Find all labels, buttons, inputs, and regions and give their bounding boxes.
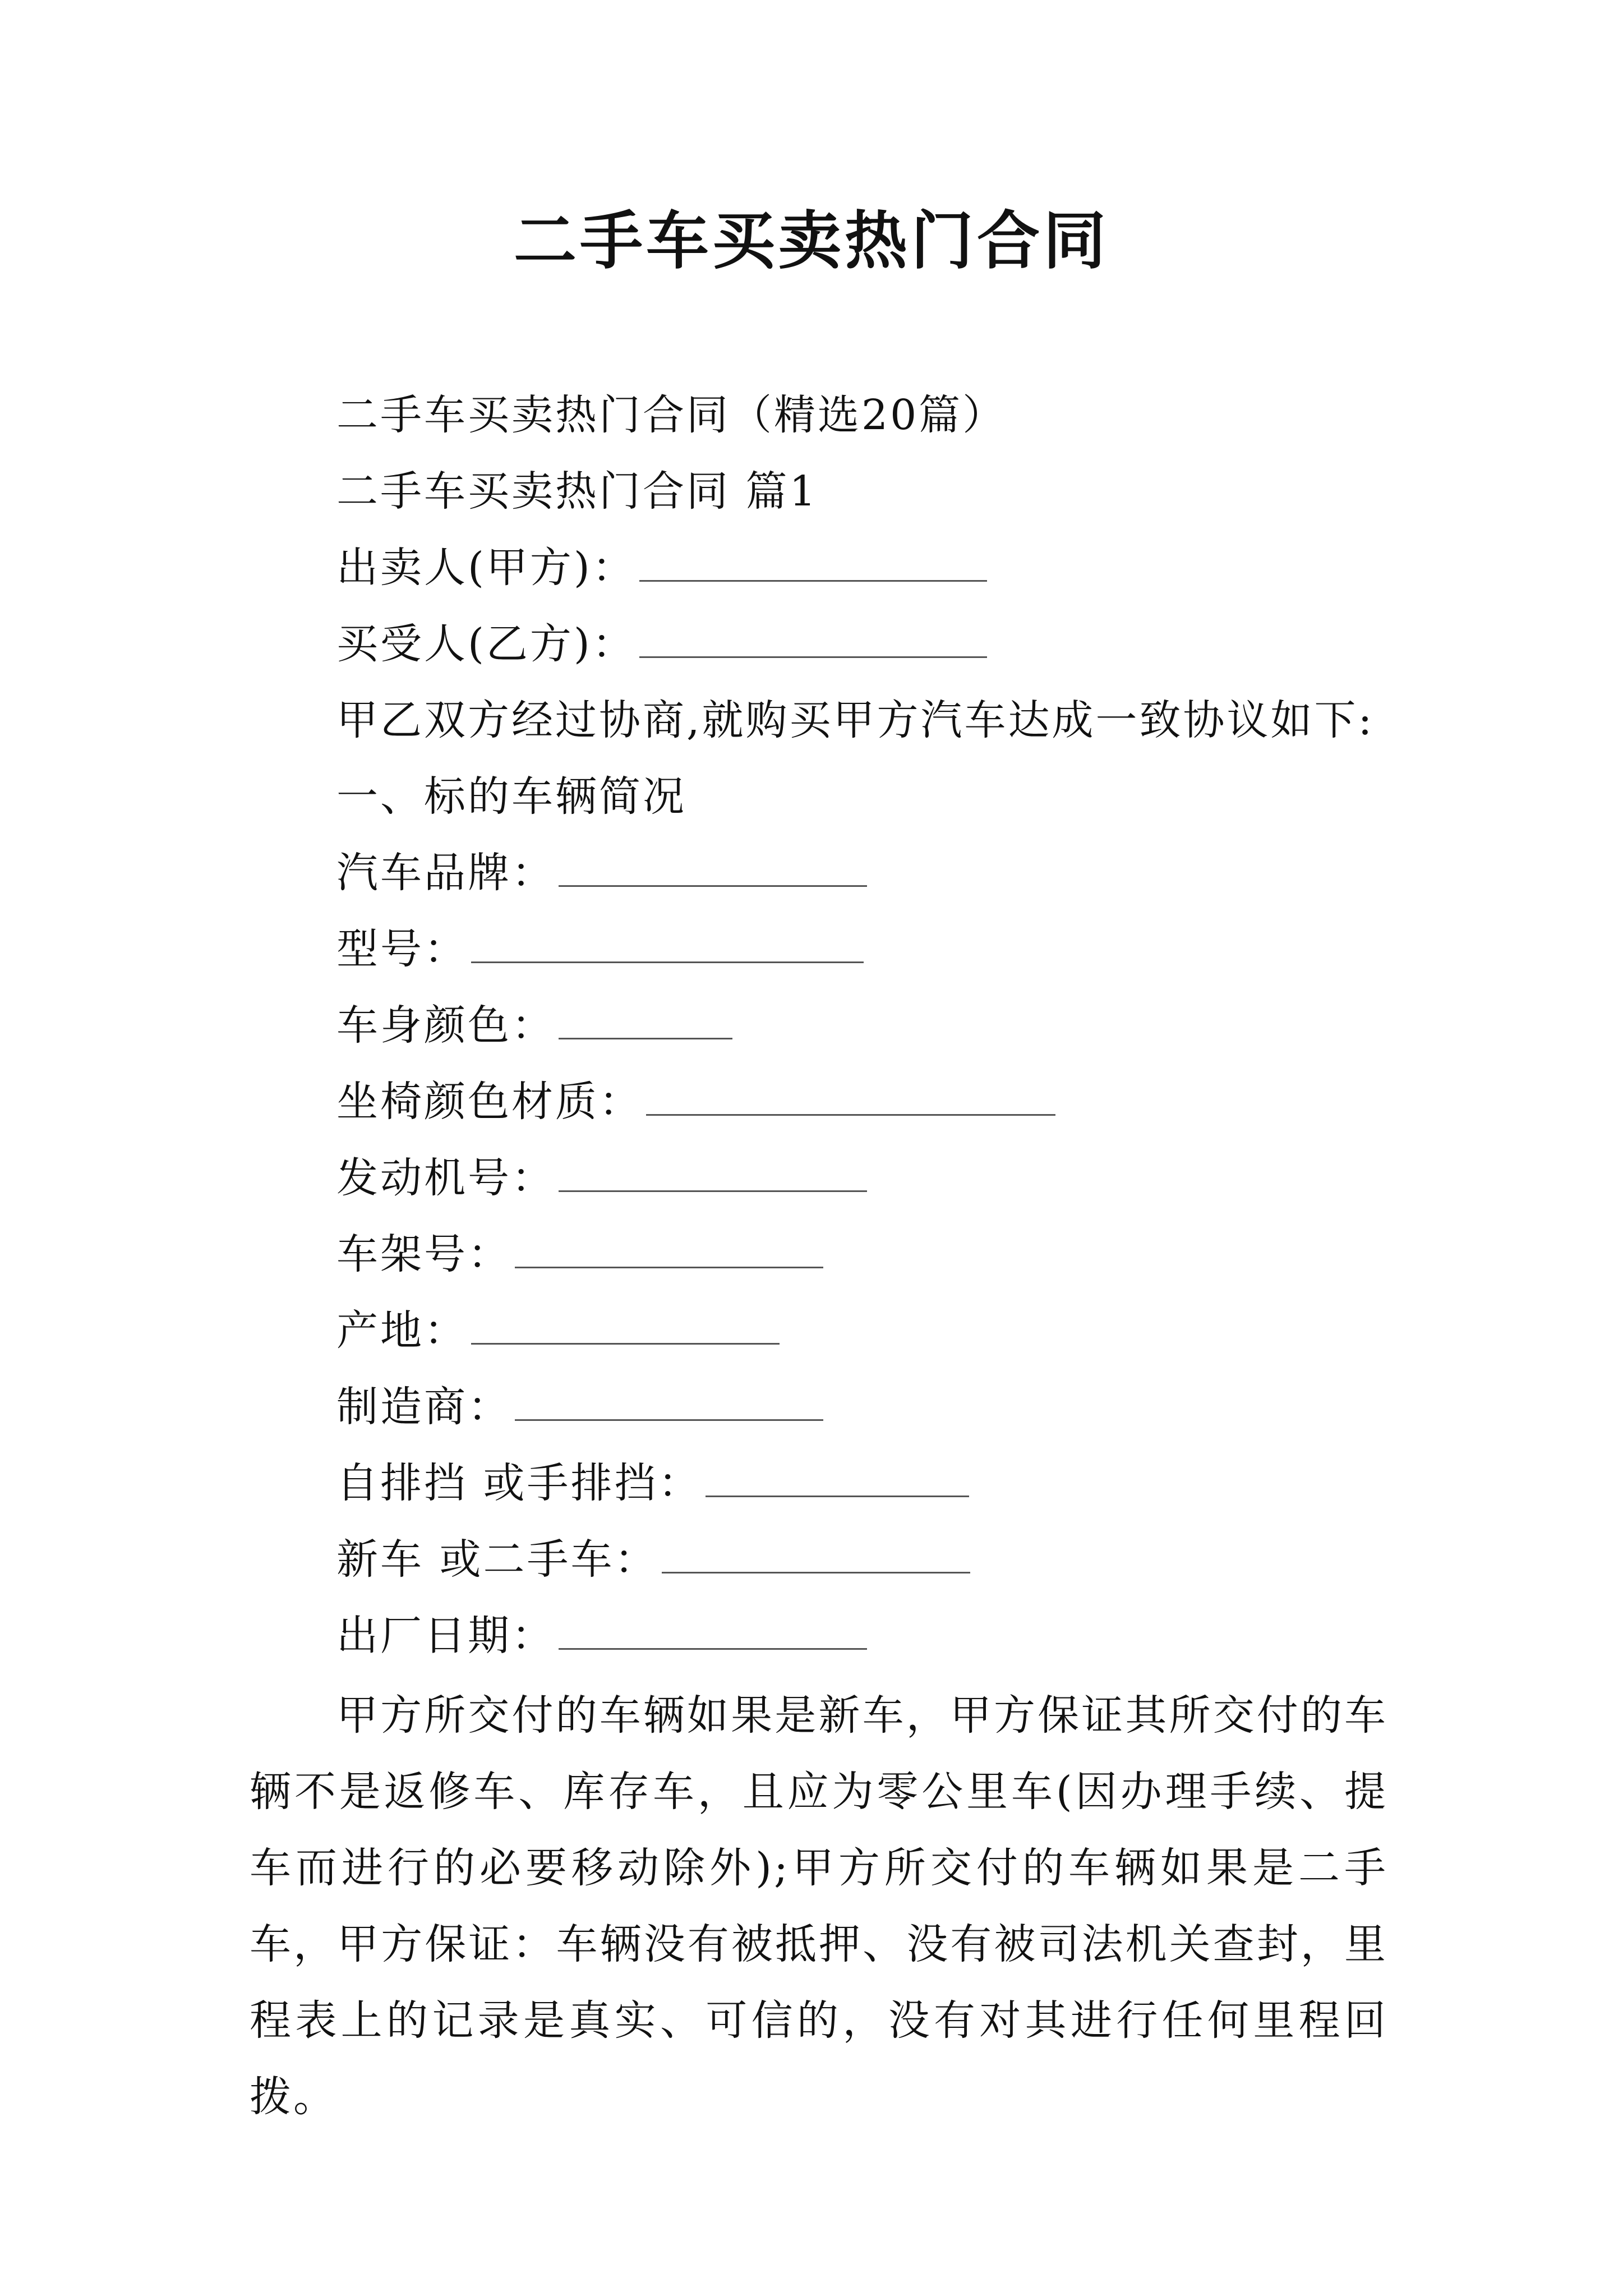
field-seat-blank[interactable] — [646, 1080, 1055, 1116]
field-frame-no — [336, 1226, 823, 1282]
document-subtitle: 二手车买卖热门合同（精选20篇） — [336, 391, 1007, 439]
seller-label: 出卖人(甲方)： — [336, 544, 636, 592]
field-condition — [336, 1531, 970, 1588]
section-heading: 二手车买卖热门合同 篇1 — [336, 467, 818, 516]
field-condition-blank[interactable] — [662, 1538, 970, 1573]
warranty-paragraph: 甲方所交付的车辆如果是新车，甲方保证其所交付的车辆不是返修车、库存车，且应为零公里车(因办理手续、提车而进行的必要移动除外);甲方所交付的车辆如果是二手车，甲方保证：车辆没有被抵押、没有被司法机关查封，里程表上的记录是真实、可信的，没有对其进行任何里程回拨。 — [250, 1691, 1388, 2121]
field-model-label: 型号： — [336, 925, 468, 973]
field-model-blank[interactable] — [471, 928, 864, 963]
seller-line — [336, 540, 987, 596]
field-condition-label: 新车 或二手车： — [336, 1535, 658, 1584]
field-engine-no-blank[interactable] — [559, 1157, 867, 1192]
field-frame-no-blank[interactable] — [515, 1233, 823, 1268]
buyer-blank[interactable] — [639, 623, 987, 658]
field-transmission-blank[interactable] — [706, 1462, 969, 1497]
field-seat-label: 坐椅颜色材质： — [336, 1078, 643, 1126]
field-body-color-label: 车身颜色： — [336, 1001, 555, 1050]
field-origin — [336, 1303, 780, 1359]
field-transmission — [336, 1455, 969, 1511]
field-transmission-label: 自排挡 或手排挡： — [336, 1459, 702, 1507]
clause-1-heading: 一、标的车辆简况 — [336, 772, 686, 821]
document-title: 二手车买卖热门合同 — [514, 204, 1109, 278]
field-body-color-blank[interactable] — [559, 1004, 732, 1039]
field-origin-blank[interactable] — [471, 1309, 780, 1345]
field-engine-no-label: 发动机号： — [336, 1154, 555, 1202]
field-brand-blank[interactable] — [559, 852, 867, 887]
field-origin-label: 产地： — [336, 1306, 468, 1355]
buyer-label: 买受人(乙方)： — [336, 620, 636, 668]
field-manufacturer-blank[interactable] — [515, 1386, 823, 1421]
field-manufacturer-label: 制造商： — [336, 1383, 511, 1431]
field-model — [336, 921, 864, 977]
field-brand — [336, 845, 867, 901]
field-manufacturer — [336, 1379, 823, 1435]
field-seat — [336, 1074, 1055, 1130]
field-engine-no — [336, 1150, 867, 1206]
field-body-color — [336, 997, 732, 1053]
field-frame-no-label: 车架号： — [336, 1230, 511, 1278]
seller-blank[interactable] — [639, 546, 987, 582]
field-production-date-label: 出厂日期： — [336, 1612, 555, 1660]
field-brand-label: 汽车品牌： — [336, 849, 555, 897]
field-production-date — [336, 1608, 867, 1664]
agreement-intro: 甲乙双方经过协商,就购买甲方汽车达成一致协议如下: — [336, 696, 1375, 744]
buyer-line — [336, 616, 987, 672]
field-production-date-blank[interactable] — [559, 1614, 867, 1650]
